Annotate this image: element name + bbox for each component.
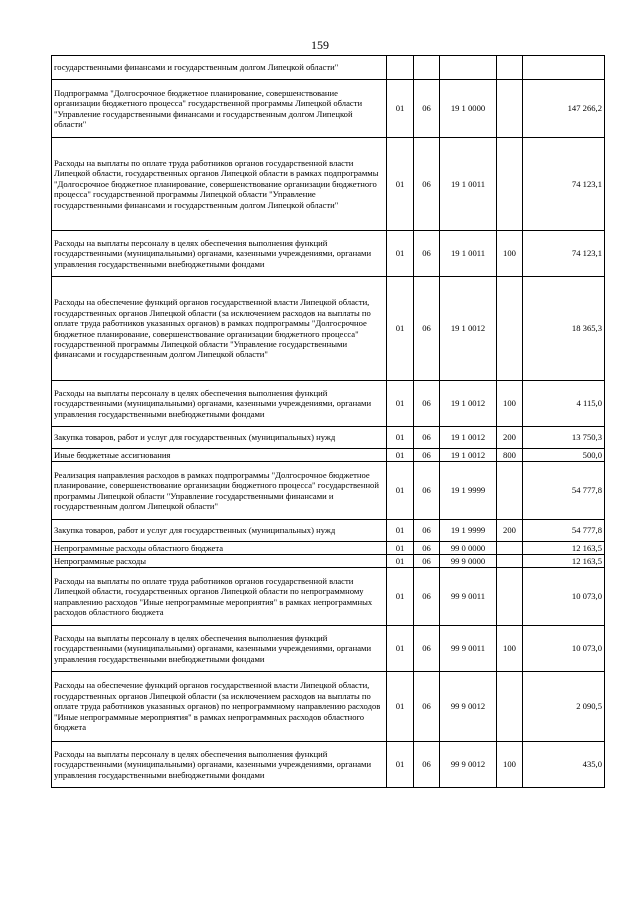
table-row [52,672,605,742]
row-target-article: 19 1 9999 [440,520,497,542]
row-section: 01 [387,520,414,542]
row-name: Непрограммные расходы [52,555,387,568]
row-subsection: 06 [414,231,440,277]
row-subsection: 06 [414,427,440,449]
table-row [52,520,605,542]
row-target-article: 99 9 0012 [440,742,497,788]
row-subsection: 06 [414,462,440,520]
row-expense-type: 100 [497,742,523,788]
row-expense-type: 100 [497,381,523,427]
row-expense-type [497,542,523,555]
row-subsection: 06 [414,568,440,626]
row-target-article: 19 1 0011 [440,231,497,277]
table-row [52,626,605,672]
table-row [52,462,605,520]
row-amount: 74 123,1 [523,138,605,231]
row-section: 01 [387,542,414,555]
row-name: Закупка товаров, работ и услуг для государственных (муниципальных) нужд [52,427,387,449]
row-section: 01 [387,138,414,231]
row-amount [523,56,605,80]
row-amount: 10 073,0 [523,568,605,626]
row-section: 01 [387,555,414,568]
table-row [52,80,605,138]
row-subsection [414,56,440,80]
row-expense-type [497,277,523,381]
row-expense-type [497,555,523,568]
row-amount: 4 115,0 [523,381,605,427]
row-section: 01 [387,626,414,672]
row-name: Подпрограмма "Долгосрочное бюджетное планирование, совершенствование организации бюджетного процесса" государственной программы Липецкой области "Управление государственными финансами и государственным долгом Липецкой области" [52,80,387,138]
table-row [52,742,605,788]
row-name: Расходы на обеспечение функций органов государственной власти Липецкой области, государственных органов Липецкой области (за исключением расходов на выплаты по оплате труда работников указанных органов) в рамках подпрограммы "Долгосрочное бюджетное планирование, совершенствование организации бюджетного процесса" государственной программы Липецкой области "Управление государственными финансами и государственным долгом Липецкой области" [52,277,387,381]
table-row [52,427,605,449]
row-amount: 13 750,3 [523,427,605,449]
row-section: 01 [387,277,414,381]
row-subsection: 06 [414,449,440,462]
row-section [387,56,414,80]
row-subsection: 06 [414,277,440,381]
row-target-article: 19 1 0012 [440,449,497,462]
table-row [52,555,605,568]
row-name: Расходы на выплаты персоналу в целях обеспечения выполнения функций государственными (муниципальными) органами, казенными учреждениями, органами управления государственными внебюджетными фондами [52,381,387,427]
row-name: Расходы на выплаты персоналу в целях обеспечения выполнения функций государственными (муниципальными) органами, казенными учреждениями, органами управления государственными внебюджетными фондами [52,626,387,672]
row-amount: 12 163,5 [523,555,605,568]
row-expense-type: 200 [497,520,523,542]
row-section: 01 [387,462,414,520]
row-subsection: 06 [414,555,440,568]
row-subsection: 06 [414,381,440,427]
row-subsection: 06 [414,542,440,555]
row-section: 01 [387,672,414,742]
row-amount: 10 073,0 [523,626,605,672]
row-amount: 435,0 [523,742,605,788]
row-amount: 74 123,1 [523,231,605,277]
row-subsection: 06 [414,626,440,672]
table-row [52,568,605,626]
row-target-article [440,56,497,80]
row-amount: 12 163,5 [523,542,605,555]
table-row [52,449,605,462]
row-expense-type [497,568,523,626]
row-amount: 147 266,2 [523,80,605,138]
page-number: 159 [311,38,329,52]
table-row [52,56,605,80]
row-name: Непрограммные расходы областного бюджета [52,542,387,555]
row-section: 01 [387,427,414,449]
row-section: 01 [387,231,414,277]
row-target-article: 19 1 0000 [440,80,497,138]
row-expense-type: 200 [497,427,523,449]
row-subsection: 06 [414,80,440,138]
row-name: Расходы на выплаты персоналу в целях обеспечения выполнения функций государственными (муниципальными) органами, казенными учреждениями, органами управления государственными внебюджетными фондами [52,231,387,277]
row-amount: 500,0 [523,449,605,462]
row-target-article: 19 1 0012 [440,427,497,449]
row-expense-type [497,56,523,80]
table-row [52,231,605,277]
row-target-article: 99 9 0012 [440,672,497,742]
row-section: 01 [387,742,414,788]
row-name: государственными финансами и государственным долгом Липецкой области" [52,56,387,80]
row-name: Реализация направления расходов в рамках подпрограммы "Долгосрочное бюджетное планирование, совершенствование организации бюджетного процесса" государственной программы Липецкой области "Управление государственными финансами и государственным долгом Липецкой области" [52,462,387,520]
row-target-article: 19 1 0012 [440,277,497,381]
row-amount: 54 777,8 [523,462,605,520]
row-subsection: 06 [414,520,440,542]
table-row [52,381,605,427]
row-amount: 54 777,8 [523,520,605,542]
row-subsection: 06 [414,138,440,231]
row-section: 01 [387,449,414,462]
row-amount: 18 365,3 [523,277,605,381]
row-expense-type [497,672,523,742]
row-target-article: 99 9 0011 [440,568,497,626]
row-section: 01 [387,80,414,138]
row-expense-type [497,462,523,520]
table-row [52,138,605,231]
row-name: Иные бюджетные ассигнования [52,449,387,462]
row-target-article: 99 9 0000 [440,555,497,568]
row-name: Расходы на обеспечение функций органов государственной власти Липецкой области, государственных органов Липецкой области (за исключением расходов на выплаты по оплате труда работников указанных органов) по непрограммному направлению расходов "Иные непрограммные мероприятия" в рамках непрограммных расходов областного бюджета [52,672,387,742]
row-target-article: 19 1 0012 [440,381,497,427]
row-name: Расходы на выплаты по оплате труда работников органов государственной власти Липецкой области, государственных органов Липецкой области в рамках подпрограммы "Долгосрочное бюджетное планирование, совершенствование организации бюджетного процесса" государственной программы Липецкой области "Управление государственными финансами и государственным долгом Липецкой области" [52,138,387,231]
row-target-article: 99 0 0000 [440,542,497,555]
row-target-article: 99 9 0011 [440,626,497,672]
row-expense-type: 100 [497,626,523,672]
budget-table [51,55,605,788]
row-amount: 2 090,5 [523,672,605,742]
row-subsection: 06 [414,742,440,788]
row-expense-type: 800 [497,449,523,462]
row-name: Расходы на выплаты по оплате труда работников органов государственной власти Липецкой области, государственных органов Липецкой области по непрограммному направлению расходов "Иные непрограммные мероприятия" в рамках непрограммных расходов областного бюджета [52,568,387,626]
row-expense-type [497,138,523,231]
row-name: Закупка товаров, работ и услуг для государственных (муниципальных) нужд [52,520,387,542]
row-section: 01 [387,568,414,626]
row-name: Расходы на выплаты персоналу в целях обеспечения выполнения функций государственными (муниципальными) органами, казенными учреждениями, органами управления государственными внебюджетными фондами [52,742,387,788]
table-row [52,277,605,381]
row-section: 01 [387,381,414,427]
row-expense-type: 100 [497,231,523,277]
table-row [52,542,605,555]
row-subsection: 06 [414,672,440,742]
budget-table-body [52,56,605,788]
row-target-article: 19 1 9999 [440,462,497,520]
row-expense-type [497,80,523,138]
row-target-article: 19 1 0011 [440,138,497,231]
